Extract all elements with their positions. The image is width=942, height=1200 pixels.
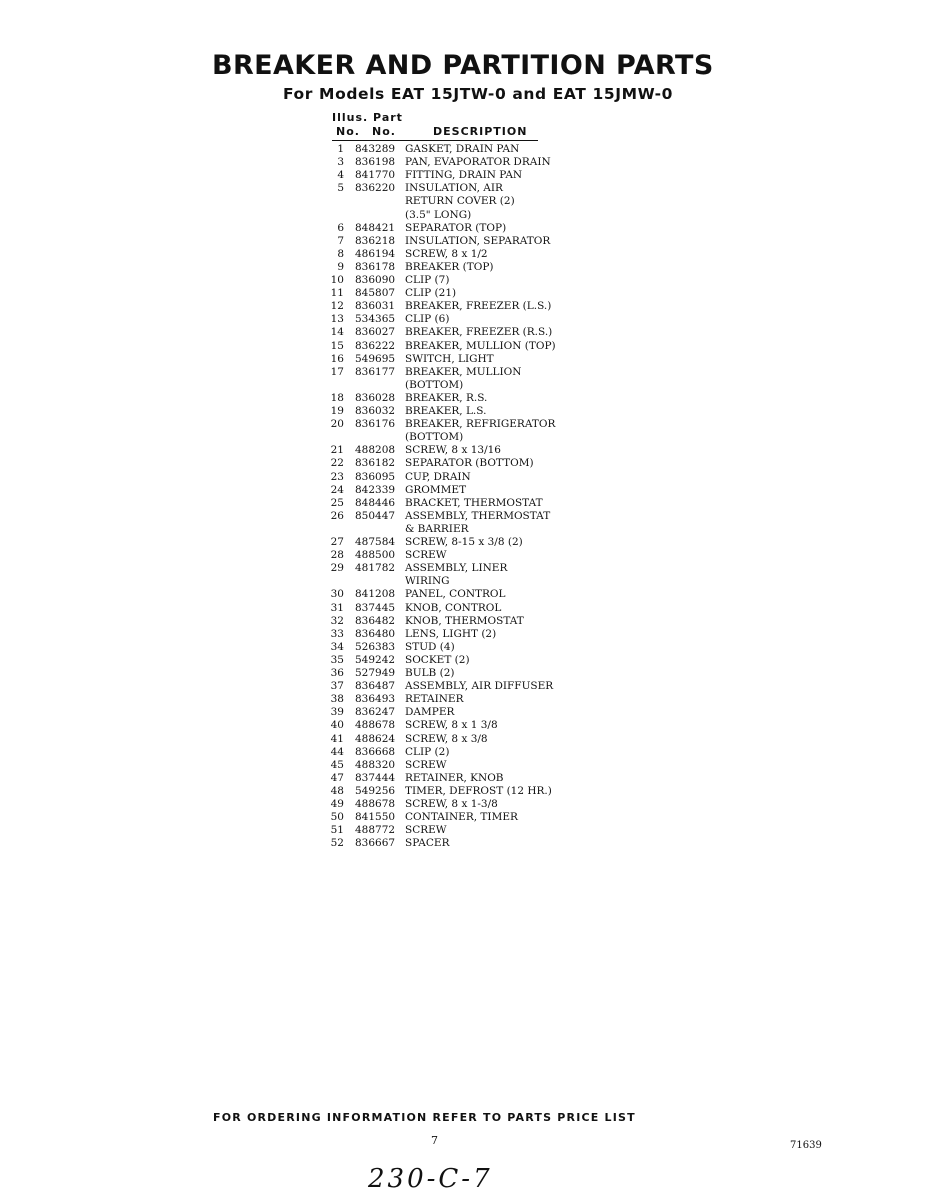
illus-number: 15: [330, 339, 344, 352]
page-title: BREAKER AND PARTITION PARTS: [212, 50, 714, 81]
table-row: [0, 392, 600, 405]
part-description: SWITCH, LIGHT: [405, 352, 494, 365]
part-description: (3.5" LONG): [405, 208, 472, 221]
part-number: 836220: [355, 182, 396, 195]
table-row: [0, 313, 600, 326]
table-row: [0, 667, 600, 680]
illus-number: 7: [337, 234, 344, 247]
table-row: [0, 300, 600, 313]
part-number: 836493: [355, 693, 396, 706]
part-description: BREAKER, MULLION: [405, 365, 522, 378]
table-row: [0, 497, 600, 510]
part-description: SCREW, 8 x 1 3/8: [405, 719, 498, 732]
part-number: 836487: [355, 680, 396, 693]
table-row: [0, 615, 600, 628]
part-description: RETURN COVER (2): [405, 195, 515, 208]
table-row: [0, 837, 600, 850]
illus-number: 16: [330, 352, 344, 365]
part-number: 836480: [355, 627, 396, 640]
part-number: 836095: [355, 470, 396, 483]
table-row: [0, 326, 600, 339]
table-row: [0, 824, 600, 837]
illus-number: 22: [330, 457, 344, 470]
table-row: [0, 379, 600, 392]
part-number: 488208: [355, 444, 396, 457]
illus-number: 32: [330, 614, 344, 627]
part-number: 836222: [355, 339, 396, 352]
table-row: [0, 484, 600, 497]
part-number: 488320: [355, 758, 396, 771]
table-row: [0, 523, 600, 536]
part-description: BREAKER, MULLION (TOP): [405, 339, 556, 352]
part-number: 488678: [355, 798, 396, 810]
part-number: 836177: [355, 365, 396, 378]
part-number: 526383: [355, 640, 396, 653]
illus-number: 13: [330, 313, 344, 326]
part-number: 837445: [355, 601, 396, 614]
illus-number: 1: [337, 143, 344, 155]
table-row: [0, 169, 600, 182]
illus-number: 52: [330, 837, 344, 850]
part-description: DAMPER: [405, 706, 455, 719]
header-illus-part: [332, 111, 403, 124]
part-number: 836218: [355, 234, 396, 247]
table-row: [0, 340, 600, 353]
illus-number: 25: [330, 496, 344, 509]
table-row: [0, 444, 600, 457]
table-row: [0, 693, 600, 706]
illus-number: 35: [330, 653, 344, 666]
part-description: SCREW: [405, 758, 447, 771]
part-description: RETAINER, KNOB: [405, 771, 504, 784]
illus-number: 21: [330, 444, 344, 457]
header-description: DESCRIPTION: [433, 125, 528, 138]
illus-number: 44: [330, 745, 344, 758]
part-number: 848421: [355, 221, 396, 234]
part-number: 836247: [355, 706, 396, 719]
part-description: GROMMET: [405, 483, 467, 496]
part-description: BREAKER, FREEZER (L.S.): [405, 300, 552, 313]
table-row: [0, 261, 600, 274]
table-row: [0, 235, 600, 248]
ordering-footer: FOR ORDERING INFORMATION REFER TO PARTS PRICE LIST: [213, 1111, 636, 1124]
table-row: [0, 418, 600, 431]
part-number: 486194: [355, 247, 396, 260]
part-number: 836027: [355, 326, 396, 339]
header-no1: No.: [336, 125, 360, 138]
illus-number: 9: [337, 260, 344, 273]
table-row: [0, 431, 600, 444]
part-description: RETAINER: [405, 693, 464, 706]
part-description: (BOTTOM): [405, 431, 464, 444]
part-description: INSULATION, SEPARATOR: [405, 234, 551, 247]
illus-number: 20: [330, 418, 344, 431]
part-number: 481782: [355, 562, 396, 575]
illus-number: 14: [330, 326, 344, 339]
illus-number: 39: [330, 706, 344, 719]
part-description: SCREW, 8 x 13/16: [405, 444, 501, 457]
part-description: INSULATION, AIR: [405, 182, 503, 195]
part-description: KNOB, CONTROL: [405, 601, 502, 614]
part-number: 488500: [355, 549, 396, 562]
illus-number: 45: [330, 758, 344, 771]
illus-number: 5: [337, 182, 344, 195]
part-number: 836090: [355, 274, 396, 286]
table-row: [0, 457, 600, 470]
table-row: [0, 405, 600, 418]
illus-number: 11: [330, 287, 344, 300]
part-description: CLIP (7): [405, 274, 450, 286]
table-row: [0, 471, 600, 484]
part-number: 848446: [355, 496, 396, 509]
part-description: WIRING: [405, 575, 450, 588]
table-row: [0, 772, 600, 785]
part-description: TIMER, DEFROST (12 HR.): [405, 784, 552, 797]
part-number: 527949: [355, 667, 396, 679]
table-row: [0, 628, 600, 641]
table-row: [0, 195, 600, 208]
illus-number: 24: [330, 483, 344, 496]
illus-number: 37: [330, 680, 344, 693]
part-description: SCREW, 8 x 1-3/8: [405, 798, 498, 810]
table-row: [0, 143, 600, 156]
part-description: (BOTTOM): [405, 378, 464, 391]
part-number: 549242: [355, 653, 396, 666]
illus-number: 31: [330, 601, 344, 614]
part-description: SPACER: [405, 837, 450, 850]
part-description: ASSEMBLY, THERMOSTAT: [405, 509, 551, 522]
part-description: BRACKET, THERMOSTAT: [405, 496, 543, 509]
part-number: 836176: [355, 418, 396, 431]
part-description: SOCKET (2): [405, 653, 470, 666]
part-description: BREAKER, L.S.: [405, 405, 487, 417]
part-number: 850447: [355, 509, 396, 522]
illus-number: 40: [330, 719, 344, 732]
illus-number: 8: [337, 247, 344, 260]
illus-number: 47: [330, 771, 344, 784]
part-number: 836198: [355, 156, 396, 169]
part-description: KNOB, THERMOSTAT: [405, 614, 524, 627]
header-part: Part: [373, 111, 403, 124]
page-subtitle: For Models EAT 15JTW-0 and EAT 15JMW-0: [283, 85, 674, 103]
illus-number: 29: [330, 562, 344, 575]
part-number: 836031: [355, 300, 396, 313]
part-number: 836667: [355, 837, 396, 850]
part-number: 841770: [355, 169, 396, 182]
table-row: [0, 549, 600, 562]
illus-number: 12: [330, 300, 344, 313]
part-description: SCREW: [405, 824, 447, 837]
table-row: [0, 785, 600, 798]
part-number: 488772: [355, 824, 396, 837]
page-number: 7: [431, 1134, 438, 1147]
part-description: BREAKER, REFRIGERATOR: [405, 418, 556, 431]
illus-number: 6: [337, 221, 344, 234]
part-number: 549695: [355, 352, 396, 365]
illus-number: 34: [330, 640, 344, 653]
document-number: 71639: [790, 1140, 822, 1151]
table-row: [0, 602, 600, 615]
table-row: [0, 182, 600, 195]
illus-number: 26: [330, 509, 344, 522]
table-row: [0, 654, 600, 667]
part-number: 841550: [355, 811, 396, 824]
part-description: CLIP (2): [405, 745, 450, 758]
table-row: [0, 719, 600, 732]
handwritten-note: 230-C-7: [368, 1164, 493, 1194]
part-description: ASSEMBLY, AIR DIFFUSER: [405, 680, 554, 693]
illus-number: 27: [330, 536, 344, 548]
illus-number: 17: [330, 365, 344, 378]
table-row: [0, 222, 600, 235]
part-description: CUP, DRAIN: [405, 470, 471, 483]
part-number: 841208: [355, 588, 396, 601]
part-description: CLIP (6): [405, 313, 450, 326]
table-row: [0, 562, 600, 575]
part-description: FITTING, DRAIN PAN: [405, 169, 523, 182]
illus-number: 49: [330, 798, 344, 810]
illus-number: 4: [337, 169, 344, 182]
table-row: [0, 798, 600, 811]
part-description: STUD (4): [405, 640, 455, 653]
part-description: CONTAINER, TIMER: [405, 811, 518, 824]
part-description: SEPARATOR (BOTTOM): [405, 457, 534, 470]
part-description: CLIP (21): [405, 287, 457, 300]
part-description: & BARRIER: [405, 522, 469, 535]
table-row: [0, 746, 600, 759]
part-number: 836182: [355, 457, 396, 470]
illus-number: 30: [330, 588, 344, 601]
illus-number: 23: [330, 470, 344, 483]
part-number: 836032: [355, 405, 396, 417]
table-row: [0, 274, 600, 287]
illus-number: 38: [330, 693, 344, 706]
part-description: GASKET, DRAIN PAN: [405, 143, 520, 155]
part-number: 842339: [355, 483, 396, 496]
part-number: 534365: [355, 313, 396, 326]
table-row: [0, 287, 600, 300]
illus-number: 41: [330, 732, 344, 745]
part-description: BREAKER (TOP): [405, 260, 494, 273]
illus-number: 36: [330, 667, 344, 679]
table-row: [0, 706, 600, 719]
table-row: [0, 353, 600, 366]
part-number: 488624: [355, 732, 396, 745]
header-illus: Illus.: [332, 111, 369, 124]
table-row: [0, 248, 600, 261]
part-description: BREAKER, FREEZER (R.S.): [405, 326, 553, 339]
illus-number: 48: [330, 784, 344, 797]
part-description: BULB (2): [405, 667, 455, 679]
header-rule: [332, 140, 538, 141]
part-description: ASSEMBLY, LINER: [405, 562, 508, 575]
part-number: 549256: [355, 784, 396, 797]
part-description: SCREW: [405, 549, 447, 562]
table-row: [0, 510, 600, 523]
illus-number: 28: [330, 549, 344, 562]
part-number: 837444: [355, 771, 396, 784]
part-number: 845807: [355, 287, 396, 300]
part-number: 836028: [355, 391, 396, 404]
table-row: [0, 759, 600, 772]
table-row: [0, 680, 600, 693]
part-description: PANEL, CONTROL: [405, 588, 506, 601]
illus-number: 19: [330, 405, 344, 417]
part-number: 836668: [355, 745, 396, 758]
illus-number: 50: [330, 811, 344, 824]
table-row: [0, 733, 600, 746]
part-description: SCREW, 8 x 1/2: [405, 247, 488, 260]
part-number: 487584: [355, 536, 396, 548]
header-no2: No.: [372, 125, 396, 138]
illus-number: 10: [330, 274, 344, 286]
part-number: 836178: [355, 260, 396, 273]
table-row: [0, 588, 600, 601]
table-row: [0, 811, 600, 824]
part-description: SCREW, 8 x 3/8: [405, 732, 488, 745]
part-description: SCREW, 8-15 x 3/8 (2): [405, 536, 523, 548]
table-row: [0, 641, 600, 654]
table-row: [0, 366, 600, 379]
part-number: 843289: [355, 143, 396, 155]
part-description: SEPARATOR (TOP): [405, 221, 507, 234]
table-row: [0, 575, 600, 588]
part-description: BREAKER, R.S.: [405, 391, 488, 404]
table-row: [0, 536, 600, 549]
illus-number: 51: [330, 824, 344, 837]
part-description: PAN, EVAPORATOR DRAIN: [405, 156, 551, 169]
table-row: [0, 156, 600, 169]
part-number: 488678: [355, 719, 396, 732]
table-row: [0, 209, 600, 222]
part-description: LENS, LIGHT (2): [405, 627, 497, 640]
part-number: 836482: [355, 614, 396, 627]
illus-number: 33: [330, 627, 344, 640]
illus-number: 18: [330, 391, 344, 404]
illus-number: 3: [337, 156, 344, 169]
